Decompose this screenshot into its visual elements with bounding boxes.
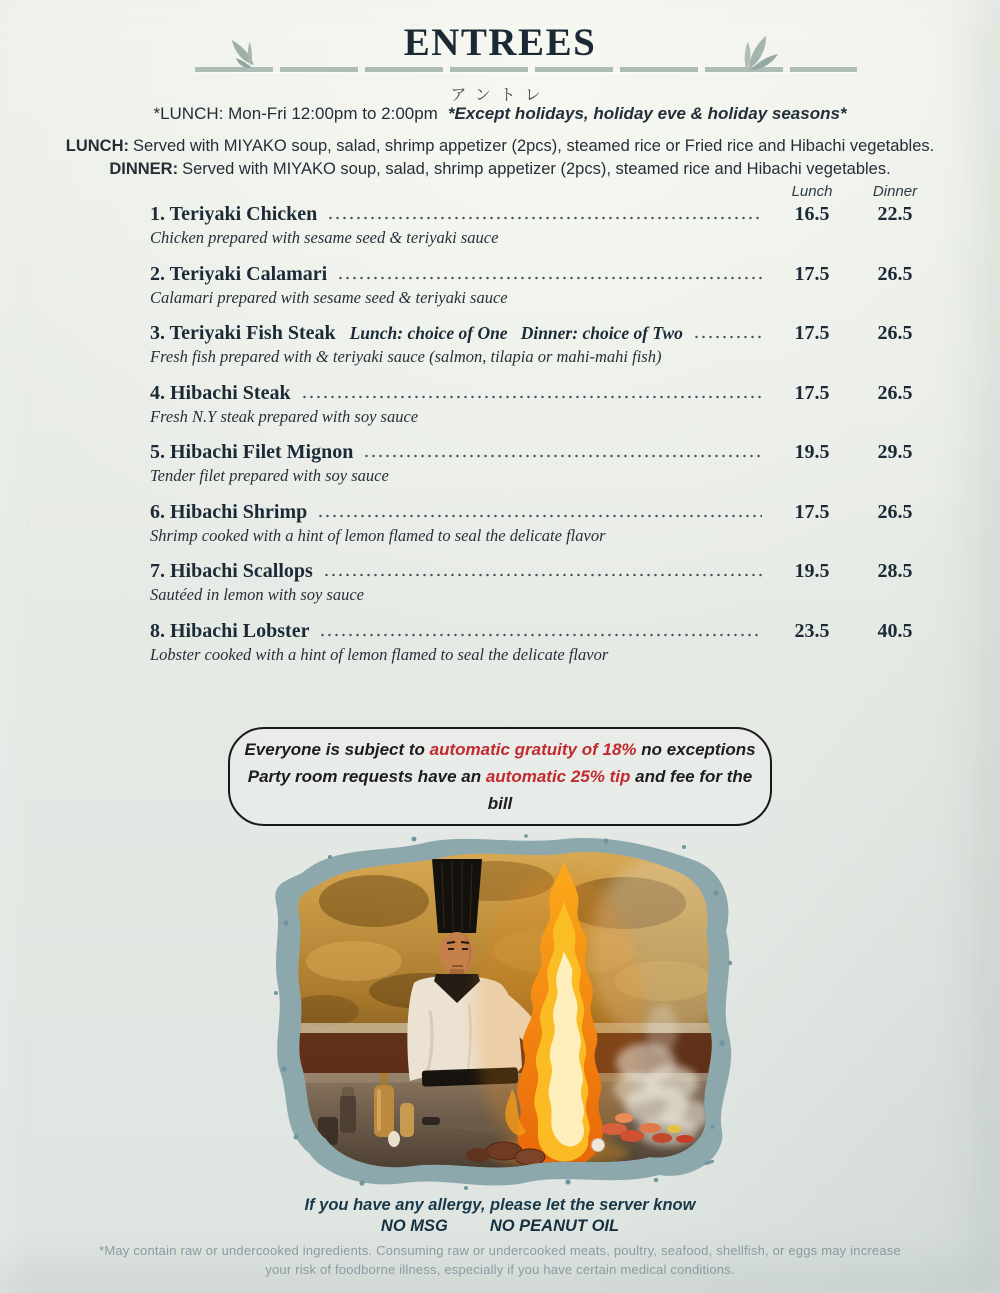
no-msg-text: NO MSG [380, 1217, 448, 1235]
no-msg-line [0, 1217, 1000, 1236]
gratuity-line-1: Everyone is subject to automatic gratuity of 18% no exceptions [244, 740, 756, 759]
entrees-list [150, 183, 938, 679]
lunch-price: 17.5 [794, 500, 830, 523]
lunch-price: 19.5 [794, 441, 830, 463]
dinner-price: 26.5 [877, 322, 913, 344]
dinner-price: 26.5 [877, 262, 913, 285]
gratuity-18-highlight: automatic gratuity of 18% [429, 740, 637, 759]
dotted-leader [323, 573, 762, 577]
dinner-column-header: Dinner [872, 183, 918, 200]
allergy-notice: If you have any allergy, please let the server know [304, 1196, 696, 1214]
dinner-price: 40.5 [877, 619, 913, 642]
item-description: Fresh fish prepared with & teriyaki sauce (salmon, tilapia or mahi-mahi fish) [150, 347, 662, 366]
dinner-price: 28.5 [877, 560, 913, 582]
item-description: Sautéed in lemon with soy sauce [150, 585, 365, 604]
lunch-price: 16.5 [794, 203, 830, 225]
menu-item-hibachi-scallops: 7. Hibachi Scallops 19.5 28.5 Sautéed in lemon with soy sauce [150, 560, 938, 605]
hours-exception-note: *Except holidays, holiday eve & holiday seasons* [447, 104, 847, 123]
subtitle-japanese: アントレ [450, 85, 550, 104]
menu-item-teriyaki-fish-steak: 3. Teriyaki Fish Steak Lunch: choice of One Dinner: choice of Two 17.5 26.5 Fresh fish prepared with & teriyaki sauce (salmon, tilapia or mahi-mahi fish) [150, 322, 938, 367]
menu-item-teriyaki-chicken: 1. Teriyaki Chicken 16.5 22.5 Chicken prepared with sesame seed & teriyaki sauce [150, 203, 938, 248]
lunch-price: 17.5 [794, 322, 830, 344]
lunch-price: 17.5 [794, 381, 830, 404]
dotted-leader [327, 216, 762, 220]
dotted-leader [319, 633, 762, 637]
no-peanut-oil-text: NO PEANUT OIL [489, 1217, 620, 1235]
dotted-leader [317, 514, 762, 518]
dinner-included-text: Served with MIYAKO soup, salad, shrimp appetizer (2pcs), steamed rice and Hibachi vegetables. [182, 160, 891, 178]
price-column-headers [150, 183, 938, 200]
gratuity-line-2: Party room requests have an automatic 25% tip and fee for the bill [247, 767, 753, 813]
dinner-included-line [0, 160, 1000, 179]
dotted-leader [337, 276, 762, 280]
choice-note: Lunch: choice of One Dinner: choice of Two [349, 323, 683, 343]
item-description: Chicken prepared with sesame seed & teriyaki sauce [150, 228, 499, 247]
item-description: Calamari prepared with sesame seed & teriyaki sauce [150, 287, 508, 307]
item-description: Lobster cooked with a hint of lemon flamed to seal the delicate flavor [150, 644, 609, 664]
dinner-price: 26.5 [877, 500, 913, 523]
hours-text: *LUNCH: Mon-Fri 12:00pm to 2:00pm [153, 104, 438, 123]
tip-25-highlight: automatic 25% tip [485, 767, 631, 786]
lunch-price: 19.5 [794, 560, 830, 582]
raw-food-disclaimer: *May contain raw or undercooked ingredients. Consuming raw or undercooked meats, poultry, seafood, shellfish, or eggs may increase your risk of foodborne illness, especially if you have certain medical conditions. [99, 1243, 901, 1277]
menu-item-hibachi-steak: 4. Hibachi Steak 17.5 26.5 Fresh N.Y steak prepared with soy sauce [150, 382, 938, 427]
lunch-hours-line [0, 104, 1000, 124]
dotted-leader [693, 335, 762, 339]
dotted-leader [301, 395, 762, 399]
dinner-price: 26.5 [877, 381, 913, 404]
dotted-leader [363, 454, 762, 458]
gratuity-notice [228, 727, 772, 826]
page-title: ENTREES [403, 21, 597, 64]
item-description: Tender filet prepared with soy sauce [150, 466, 389, 485]
item-description: Shrimp cooked with a hint of lemon flamed to seal the delicate flavor [150, 525, 606, 545]
menu-item-hibachi-shrimp: 6. Hibachi Shrimp 17.5 26.5 Shrimp cooked with a hint of lemon flamed to seal the delicate flavor [150, 501, 938, 546]
lunch-column-header: Lunch [791, 183, 833, 200]
bamboo-leaves-left-icon [226, 38, 272, 72]
dinner-price: 22.5 [877, 203, 913, 225]
dinner-price: 29.5 [877, 441, 913, 463]
item-description: Fresh N.Y steak prepared with soy sauce [150, 406, 419, 426]
lunch-price: 23.5 [794, 619, 830, 642]
lunch-price: 17.5 [794, 262, 830, 285]
lunch-label: LUNCH: [65, 137, 130, 155]
lunch-included-text: Served with MIYAKO soup, salad, shrimp appetizer (2pcs), steamed rice or Fried rice and Hibachi vegetables. [133, 137, 935, 155]
chef-photo [264, 831, 742, 1196]
menu-item-teriyaki-calamari: 2. Teriyaki Calamari 17.5 26.5 Calamari prepared with sesame seed & teriyaki sauce [150, 263, 938, 308]
dinner-label: DINNER: [109, 160, 179, 178]
menu-item-hibachi-filet-mignon: 5. Hibachi Filet Mignon 19.5 29.5 Tender filet prepared with soy sauce [150, 441, 938, 486]
lunch-included-line [0, 137, 1000, 156]
bamboo-leaves-right-icon [734, 34, 782, 72]
menu-item-hibachi-lobster: 8. Hibachi Lobster 23.5 40.5 Lobster cooked with a hint of lemon flamed to seal the delicate flavor [150, 620, 938, 665]
